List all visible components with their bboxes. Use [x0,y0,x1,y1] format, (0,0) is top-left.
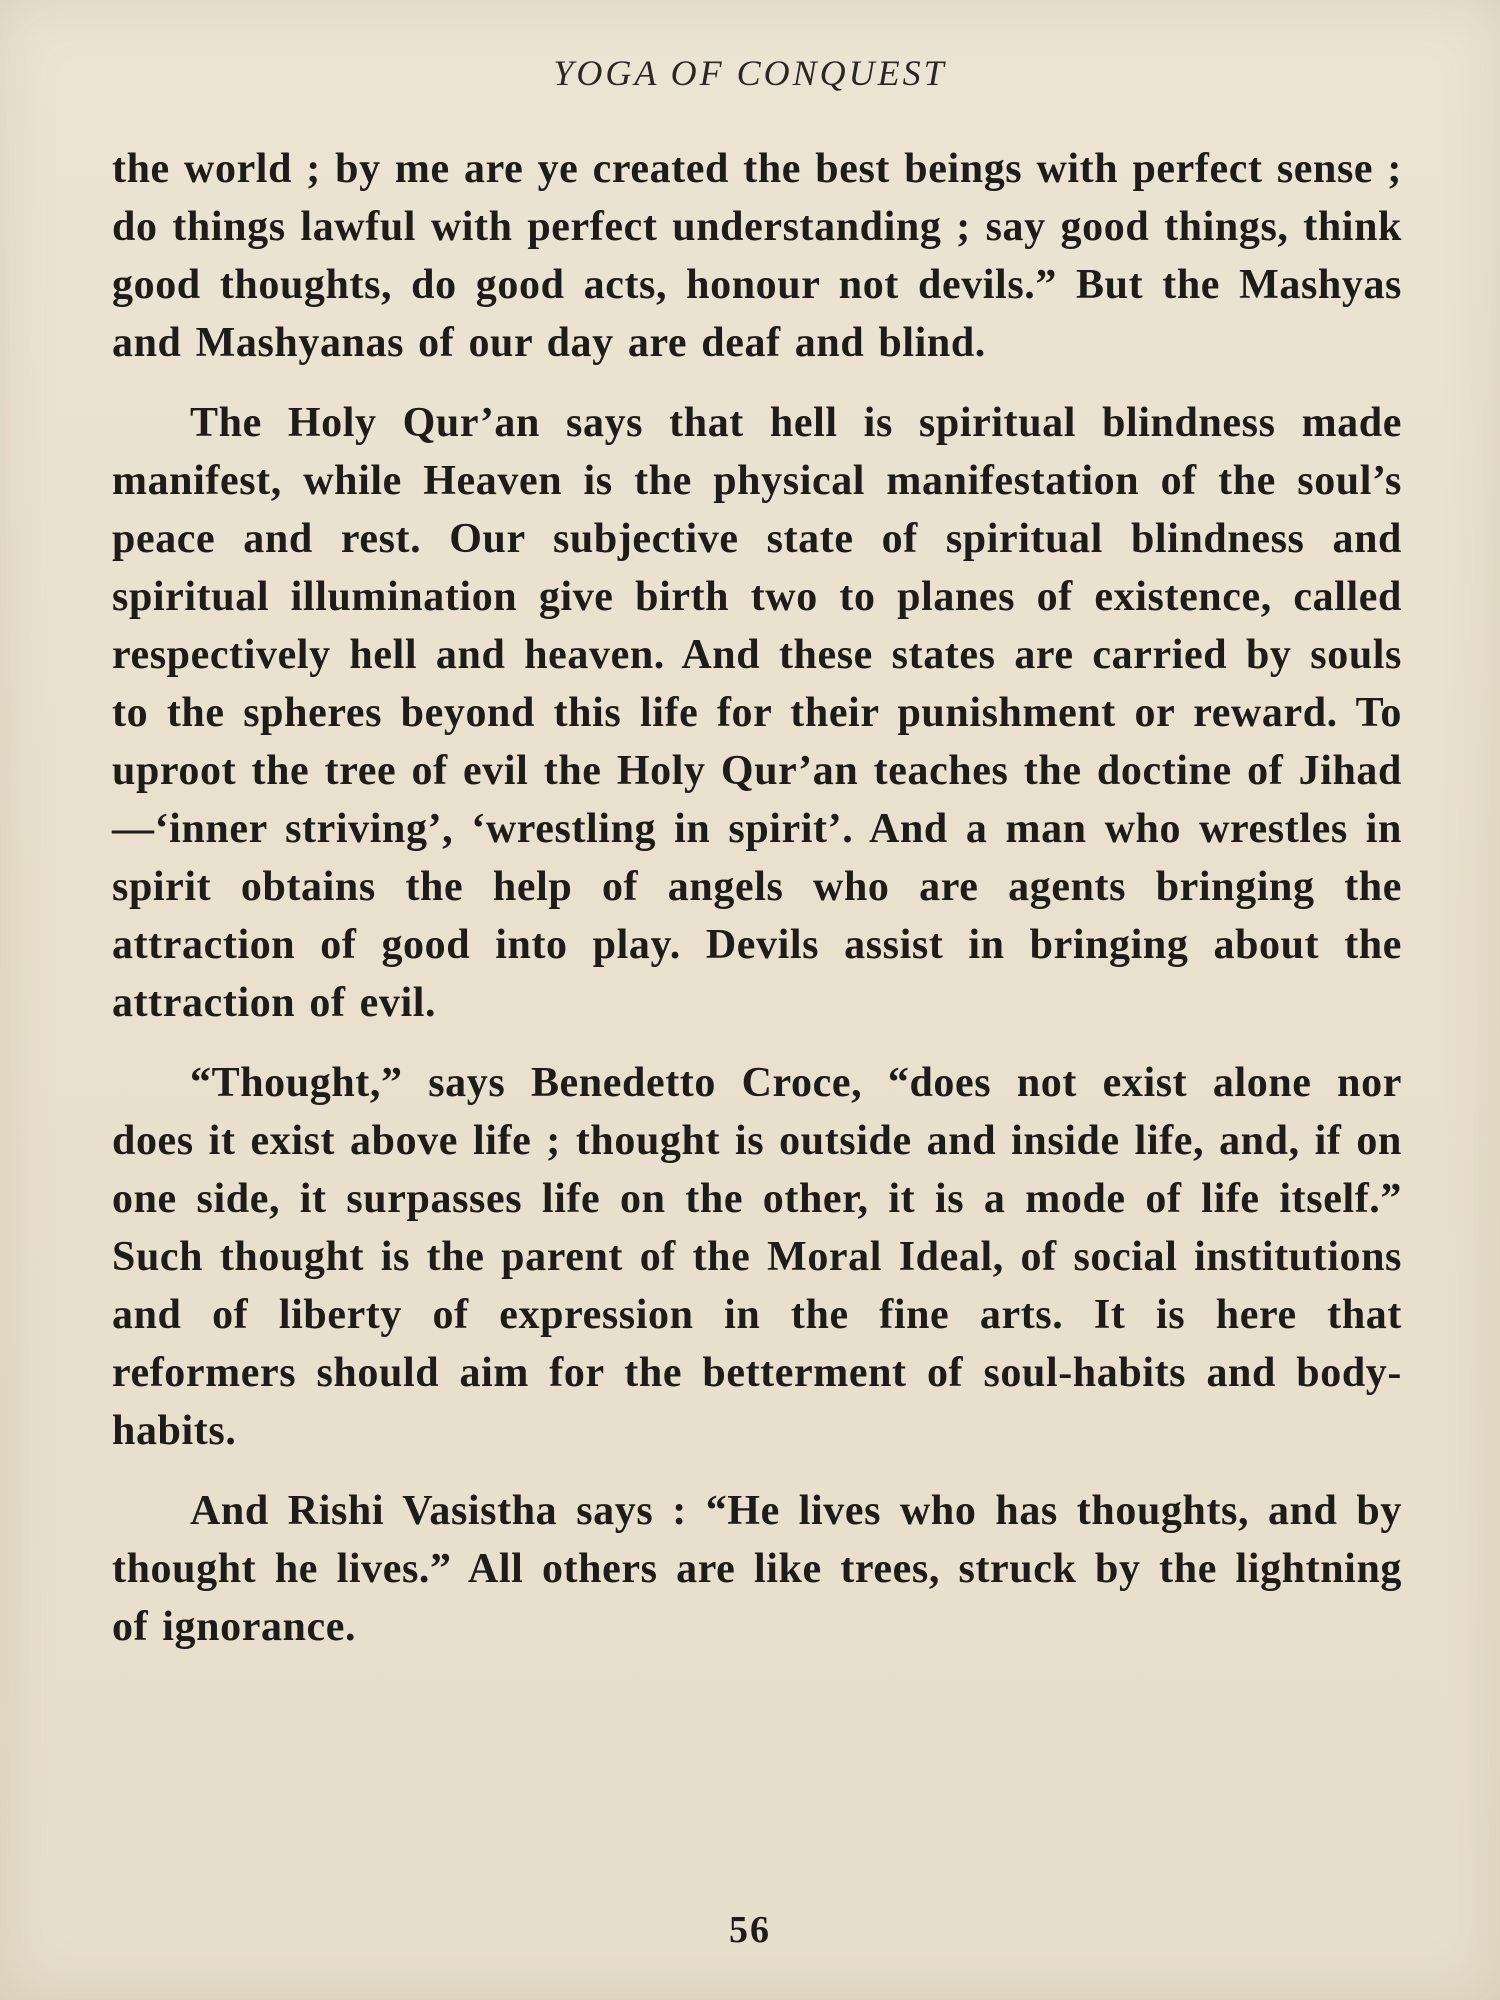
paragraph-continuation: the world ; by me are ye created the best beings with perfect sense ; do things lawful with perfect understanding ; say good things, think good thoughts, do good acts, honour not devils.” But the Mashyas and Mashyanas of our day are deaf and blind. [112,146,1402,366]
paragraph-holy-quran: The Holy Qur’an says that hell is spiritual blindness made manifest, while Heaven is the physical manifestation of the soul’s peace and rest. Our subjective state of spiritual blindness and spiritual illumination give birth two to planes of existence, called respectively hell and heaven. And these states are carried by souls to the spheres beyond this life for their punishment or reward. To uproot the tree of evil the Holy Qur’an teaches the doctine of Jihad—‘inner striving’, ‘wrestling in spirit’. And a man who wrestles in spirit obtains the help of angels who are agents bringing the attraction of good into play. Devils assist in bringing about the attraction of evil. [112,400,1402,1026]
page-number: 56 [729,1909,771,1951]
paragraph-croce: “Thought,” says Benedetto Croce, “does not exist alone nor does it exist above life ; thought is outside and inside life, and, if on one side, it surpasses life on the other, it is a mode of life itself.” Such thought is the parent of the Moral Ideal, of social institutions and of liberty of expression in the fine arts. It is here that reformers should aim for the betterment of soul-habits and body-habits. [112,1060,1402,1454]
body-text [112,140,1402,1678]
running-head: YOGA OF CONQUEST [553,53,947,93]
paragraph-vasistha: And Rishi Vasistha says : “He lives who has thoughts, and by thought he lives.” All others are like trees, struck by the lightning of ignorance. [112,1488,1402,1650]
